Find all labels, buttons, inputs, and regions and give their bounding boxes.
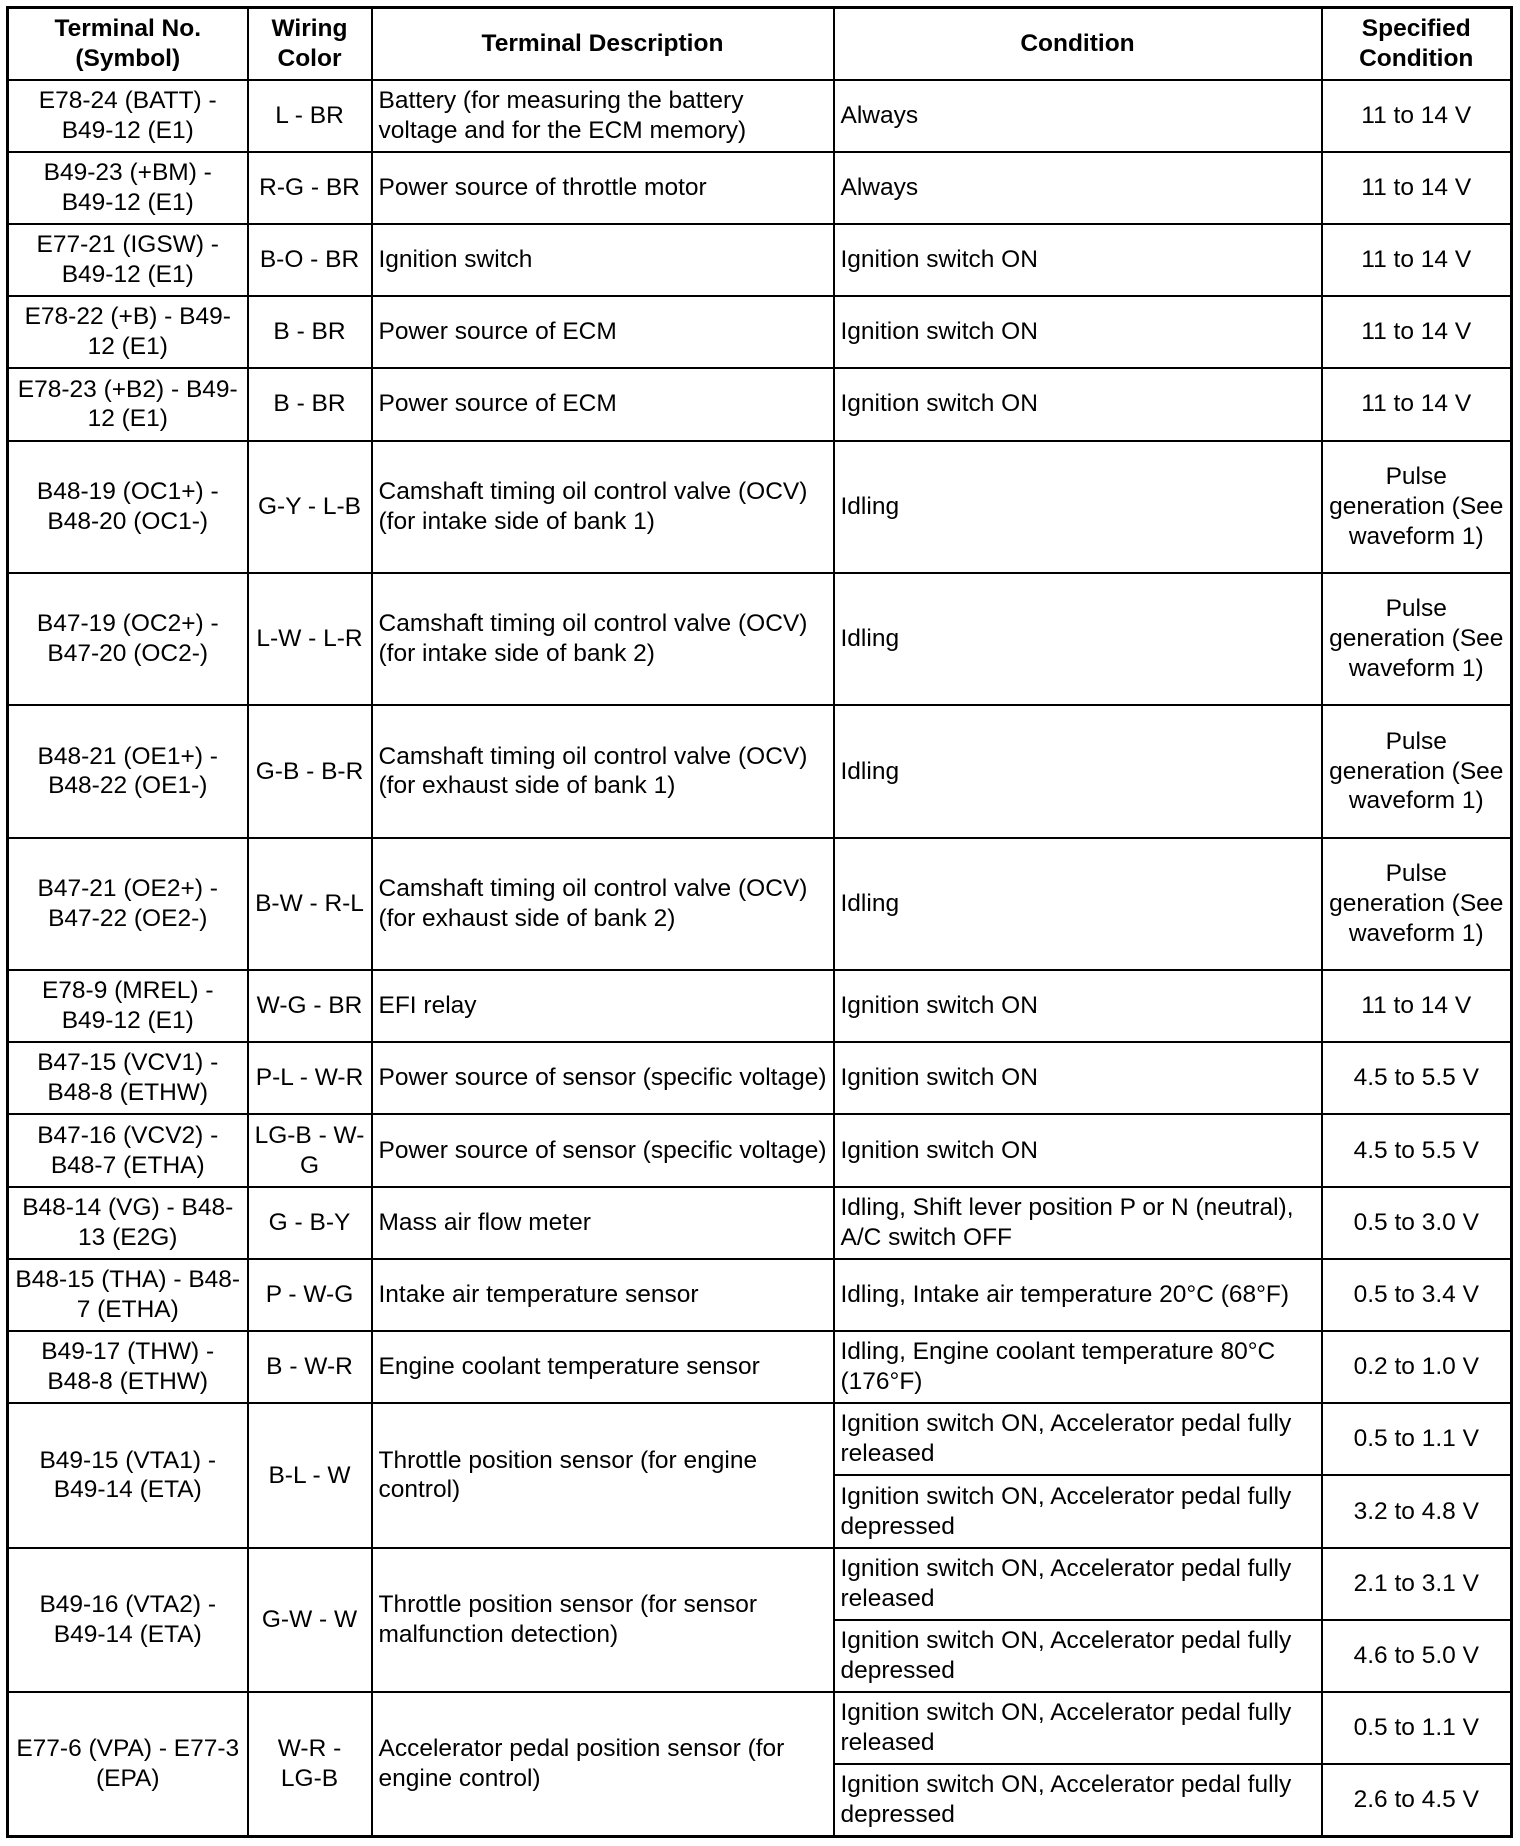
table-row bbox=[8, 1548, 1512, 1620]
terminal-cell: B47-16 (VCV2) - B48-7 (ETHA) bbox=[8, 1114, 248, 1186]
wiring-color-cell: G-B - B-R bbox=[248, 705, 372, 837]
table-row bbox=[8, 573, 1512, 705]
terminal-description-cell: Camshaft timing oil control valve (OCV) (for intake side of bank 2) bbox=[372, 573, 834, 705]
condition-cell: Ignition switch ON bbox=[834, 296, 1322, 368]
table-row bbox=[8, 441, 1512, 573]
wiring-color-cell: W-G - BR bbox=[248, 970, 372, 1042]
condition-cell: Idling, Intake air temperature 20°C (68°F) bbox=[834, 1259, 1322, 1331]
wiring-color-cell: R-G - BR bbox=[248, 152, 372, 224]
condition-cell: Ignition switch ON, Accelerator pedal fully released bbox=[834, 1403, 1322, 1475]
table-row bbox=[8, 1114, 1512, 1186]
terminal-cell: B48-19 (OC1+) - B48-20 (OC1-) bbox=[8, 441, 248, 573]
terminal-description-cell: Engine coolant temperature sensor bbox=[372, 1331, 834, 1403]
table-row bbox=[8, 1187, 1512, 1259]
specified-condition-cell: Pulse generation (See waveform 1) bbox=[1322, 705, 1512, 837]
wiring-color-cell: B-L - W bbox=[248, 1403, 372, 1547]
terminal-spec-table bbox=[6, 6, 1513, 1838]
terminal-cell: E77-21 (IGSW) - B49-12 (E1) bbox=[8, 224, 248, 296]
terminal-cell: E77-6 (VPA) - E77-3 (EPA) bbox=[8, 1692, 248, 1836]
wiring-color-cell: P - W-G bbox=[248, 1259, 372, 1331]
specified-condition-cell: 11 to 14 V bbox=[1322, 368, 1512, 440]
wiring-color-cell: G-W - W bbox=[248, 1548, 372, 1692]
terminal-description-cell: Battery (for measuring the battery voltage and for the ECM memory) bbox=[372, 80, 834, 152]
terminal-description-cell: Power source of sensor (specific voltage) bbox=[372, 1042, 834, 1114]
terminal-description-cell: Camshaft timing oil control valve (OCV) (for exhaust side of bank 1) bbox=[372, 705, 834, 837]
terminal-description-cell: EFI relay bbox=[372, 970, 834, 1042]
wiring-color-cell: L-W - L-R bbox=[248, 573, 372, 705]
terminal-cell: B47-15 (VCV1) - B48-8 (ETHW) bbox=[8, 1042, 248, 1114]
condition-cell: Idling, Engine coolant temperature 80°C (176°F) bbox=[834, 1331, 1322, 1403]
specified-condition-cell: 11 to 14 V bbox=[1322, 296, 1512, 368]
header-row bbox=[8, 8, 1512, 80]
wiring-color-cell: B - BR bbox=[248, 296, 372, 368]
wiring-color-cell: LG-B - W-G bbox=[248, 1114, 372, 1186]
table-row bbox=[8, 705, 1512, 837]
table-row bbox=[8, 224, 1512, 296]
table-row bbox=[8, 296, 1512, 368]
table-row bbox=[8, 1259, 1512, 1331]
terminal-cell: B49-15 (VTA1) - B49-14 (ETA) bbox=[8, 1403, 248, 1547]
specified-condition-cell: Pulse generation (See waveform 1) bbox=[1322, 573, 1512, 705]
condition-cell: Ignition switch ON bbox=[834, 1042, 1322, 1114]
condition-cell: Ignition switch ON, Accelerator pedal fully released bbox=[834, 1548, 1322, 1620]
condition-cell: Always bbox=[834, 152, 1322, 224]
terminal-description-cell: Power source of ECM bbox=[372, 368, 834, 440]
specified-condition-cell: 11 to 14 V bbox=[1322, 152, 1512, 224]
terminal-cell: B49-17 (THW) - B48-8 (ETHW) bbox=[8, 1331, 248, 1403]
condition-cell: Ignition switch ON, Accelerator pedal fully depressed bbox=[834, 1475, 1322, 1547]
terminal-cell: B48-14 (VG) - B48-13 (E2G) bbox=[8, 1187, 248, 1259]
table-row bbox=[8, 368, 1512, 440]
terminal-description-cell: Intake air temperature sensor bbox=[372, 1259, 834, 1331]
table-row bbox=[8, 1403, 1512, 1475]
wiring-color-cell: B - BR bbox=[248, 368, 372, 440]
header-terminal: Terminal No. (Symbol) bbox=[8, 8, 248, 80]
specified-condition-cell: 4.6 to 5.0 V bbox=[1322, 1620, 1512, 1692]
table-row bbox=[8, 1042, 1512, 1114]
specified-condition-cell: 2.6 to 4.5 V bbox=[1322, 1764, 1512, 1836]
header-specified-condition: Specified Condition bbox=[1322, 8, 1512, 80]
specified-condition-cell: 2.1 to 3.1 V bbox=[1322, 1548, 1512, 1620]
terminal-description-cell: Throttle position sensor (for engine control) bbox=[372, 1403, 834, 1547]
table-row bbox=[8, 970, 1512, 1042]
wiring-color-cell: G - B-Y bbox=[248, 1187, 372, 1259]
specified-condition-cell: 11 to 14 V bbox=[1322, 80, 1512, 152]
terminal-description-cell: Accelerator pedal position sensor (for engine control) bbox=[372, 1692, 834, 1836]
terminal-cell: B48-15 (THA) - B48-7 (ETHA) bbox=[8, 1259, 248, 1331]
terminal-cell: E78-23 (+B2) - B49-12 (E1) bbox=[8, 368, 248, 440]
terminal-cell: B49-23 (+BM) - B49-12 (E1) bbox=[8, 152, 248, 224]
terminal-cell: E78-9 (MREL) - B49-12 (E1) bbox=[8, 970, 248, 1042]
terminal-description-cell: Throttle position sensor (for sensor malfunction detection) bbox=[372, 1548, 834, 1692]
terminal-cell: E78-22 (+B) - B49-12 (E1) bbox=[8, 296, 248, 368]
wiring-color-cell: L - BR bbox=[248, 80, 372, 152]
table-row bbox=[8, 1331, 1512, 1403]
specified-condition-cell: 4.5 to 5.5 V bbox=[1322, 1042, 1512, 1114]
condition-cell: Ignition switch ON bbox=[834, 970, 1322, 1042]
terminal-description-cell: Mass air flow meter bbox=[372, 1187, 834, 1259]
wiring-color-cell: B - W-R bbox=[248, 1331, 372, 1403]
wiring-color-cell: B-W - R-L bbox=[248, 838, 372, 970]
header-condition: Condition bbox=[834, 8, 1322, 80]
terminal-description-cell: Power source of sensor (specific voltage) bbox=[372, 1114, 834, 1186]
terminal-cell: B47-19 (OC2+) - B47-20 (OC2-) bbox=[8, 573, 248, 705]
header-terminal-description: Terminal Description bbox=[372, 8, 834, 80]
specified-condition-cell: 0.5 to 1.1 V bbox=[1322, 1692, 1512, 1764]
specified-condition-cell: 11 to 14 V bbox=[1322, 224, 1512, 296]
specified-condition-cell: 3.2 to 4.8 V bbox=[1322, 1475, 1512, 1547]
wiring-color-cell: B-O - BR bbox=[248, 224, 372, 296]
specified-condition-cell: 0.5 to 3.4 V bbox=[1322, 1259, 1512, 1331]
condition-cell: Idling bbox=[834, 573, 1322, 705]
specified-condition-cell: Pulse generation (See waveform 1) bbox=[1322, 441, 1512, 573]
specified-condition-cell: Pulse generation (See waveform 1) bbox=[1322, 838, 1512, 970]
terminal-description-cell: Camshaft timing oil control valve (OCV) (for intake side of bank 1) bbox=[372, 441, 834, 573]
specified-condition-cell: 0.5 to 3.0 V bbox=[1322, 1187, 1512, 1259]
specified-condition-cell: 4.5 to 5.5 V bbox=[1322, 1114, 1512, 1186]
condition-cell: Idling bbox=[834, 705, 1322, 837]
terminal-description-cell: Ignition switch bbox=[372, 224, 834, 296]
condition-cell: Ignition switch ON, Accelerator pedal fully depressed bbox=[834, 1764, 1322, 1836]
terminal-cell: B47-21 (OE2+) - B47-22 (OE2-) bbox=[8, 838, 248, 970]
terminal-cell: B49-16 (VTA2) - B49-14 (ETA) bbox=[8, 1548, 248, 1692]
wiring-color-cell: P-L - W-R bbox=[248, 1042, 372, 1114]
specified-condition-cell: 0.5 to 1.1 V bbox=[1322, 1403, 1512, 1475]
table-body bbox=[8, 80, 1512, 1837]
condition-cell: Idling bbox=[834, 441, 1322, 573]
terminal-description-cell: Camshaft timing oil control valve (OCV) (for exhaust side of bank 2) bbox=[372, 838, 834, 970]
table-row bbox=[8, 80, 1512, 152]
terminal-description-cell: Power source of throttle motor bbox=[372, 152, 834, 224]
table-row bbox=[8, 838, 1512, 970]
terminal-cell: B48-21 (OE1+) - B48-22 (OE1-) bbox=[8, 705, 248, 837]
condition-cell: Ignition switch ON bbox=[834, 1114, 1322, 1186]
table-row bbox=[8, 152, 1512, 224]
condition-cell: Ignition switch ON, Accelerator pedal fully released bbox=[834, 1692, 1322, 1764]
header-wiring-color: Wiring Color bbox=[248, 8, 372, 80]
wiring-color-cell: G-Y - L-B bbox=[248, 441, 372, 573]
terminal-cell: E78-24 (BATT) - B49-12 (E1) bbox=[8, 80, 248, 152]
condition-cell: Idling bbox=[834, 838, 1322, 970]
terminal-description-cell: Power source of ECM bbox=[372, 296, 834, 368]
condition-cell: Ignition switch ON, Accelerator pedal fully depressed bbox=[834, 1620, 1322, 1692]
wiring-color-cell: W-R - LG-B bbox=[248, 1692, 372, 1836]
condition-cell: Always bbox=[834, 80, 1322, 152]
condition-cell: Idling, Shift lever position P or N (neutral), A/C switch OFF bbox=[834, 1187, 1322, 1259]
specified-condition-cell: 0.2 to 1.0 V bbox=[1322, 1331, 1512, 1403]
table-row bbox=[8, 1692, 1512, 1764]
specified-condition-cell: 11 to 14 V bbox=[1322, 970, 1512, 1042]
condition-cell: Ignition switch ON bbox=[834, 368, 1322, 440]
condition-cell: Ignition switch ON bbox=[834, 224, 1322, 296]
